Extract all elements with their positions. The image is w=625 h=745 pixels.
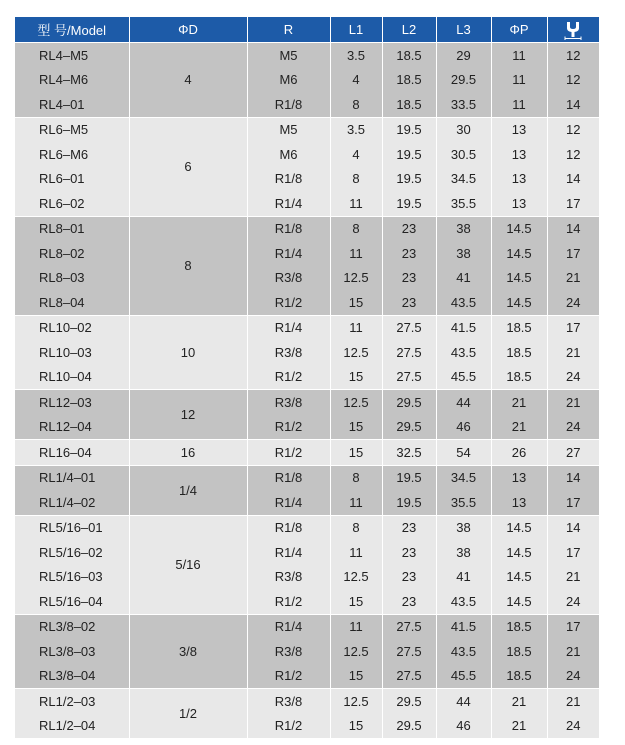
p-cell: 14.5 xyxy=(491,515,547,540)
l1-cell: 3.5 xyxy=(330,43,382,68)
wrench-size-cell: 12 xyxy=(547,142,599,167)
l1-cell: 15 xyxy=(330,290,382,315)
l1-cell: 11 xyxy=(330,191,382,216)
spec-table xyxy=(15,17,599,738)
l2-cell: 19.5 xyxy=(382,117,436,142)
p-cell: 13 xyxy=(491,191,547,216)
l2-cell: 23 xyxy=(382,565,436,590)
model-cell: RL6–02 xyxy=(15,191,129,216)
l1-cell: 15 xyxy=(330,440,382,466)
model-cell: RL5/16–01 xyxy=(15,515,129,540)
l1-cell: 15 xyxy=(330,714,382,739)
thread-cell: R1/2 xyxy=(247,589,330,614)
l1-cell: 8 xyxy=(330,515,382,540)
model-cell: RL16–04 xyxy=(15,440,129,466)
table-row xyxy=(15,241,599,266)
diameter-cell: 3/8 xyxy=(129,614,247,689)
l3-cell: 29.5 xyxy=(436,68,491,93)
p-cell: 14.5 xyxy=(491,290,547,315)
l2-cell: 19.5 xyxy=(382,465,436,490)
thread-cell: R3/8 xyxy=(247,390,330,415)
p-cell: 18.5 xyxy=(491,664,547,689)
l3-cell: 35.5 xyxy=(436,490,491,515)
l2-cell: 19.5 xyxy=(382,490,436,515)
model-cell: RL4–M6 xyxy=(15,68,129,93)
header-row xyxy=(15,17,599,43)
table-row xyxy=(15,365,599,390)
l3-cell: 33.5 xyxy=(436,92,491,117)
l1-cell: 15 xyxy=(330,415,382,440)
l2-cell: 19.5 xyxy=(382,191,436,216)
l3-cell: 41 xyxy=(436,565,491,590)
wrench-size-cell: 14 xyxy=(547,515,599,540)
thread-cell: R1/2 xyxy=(247,290,330,315)
l1-cell: 11 xyxy=(330,614,382,639)
wrench-size-cell: 17 xyxy=(547,490,599,515)
l2-cell: 18.5 xyxy=(382,43,436,68)
p-cell: 14.5 xyxy=(491,565,547,590)
l3-cell: 46 xyxy=(436,714,491,739)
l3-cell: 30 xyxy=(436,117,491,142)
table-row xyxy=(15,43,599,68)
diameter-cell: 5/16 xyxy=(129,515,247,614)
table-row xyxy=(15,191,599,216)
model-cell: RL5/16–02 xyxy=(15,540,129,565)
l2-cell: 29.5 xyxy=(382,415,436,440)
model-cell: RL10–04 xyxy=(15,365,129,390)
p-cell: 18.5 xyxy=(491,639,547,664)
wrench-size-cell: 24 xyxy=(547,589,599,614)
l3-cell: 38 xyxy=(436,241,491,266)
p-cell: 14.5 xyxy=(491,266,547,291)
l3-cell: 41 xyxy=(436,266,491,291)
l3-cell: 43.5 xyxy=(436,340,491,365)
wrench-size-cell: 24 xyxy=(547,415,599,440)
p-cell: 11 xyxy=(491,68,547,93)
thread-cell: R1/2 xyxy=(247,365,330,390)
wrench-size-cell: 12 xyxy=(547,117,599,142)
table-row xyxy=(15,565,599,590)
table-row xyxy=(15,315,599,340)
thread-cell: R1/8 xyxy=(247,167,330,192)
thread-cell: R1/8 xyxy=(247,216,330,241)
wrench-size-cell: 17 xyxy=(547,241,599,266)
thread-cell: R1/4 xyxy=(247,614,330,639)
l2-cell: 29.5 xyxy=(382,714,436,739)
table-row xyxy=(15,415,599,440)
l3-cell: 38 xyxy=(436,216,491,241)
wrench-size-cell: 24 xyxy=(547,714,599,739)
l2-cell: 23 xyxy=(382,216,436,241)
l1-cell: 12.5 xyxy=(330,390,382,415)
p-cell: 21 xyxy=(491,714,547,739)
model-cell: RL3/8–02 xyxy=(15,614,129,639)
l1-cell: 12.5 xyxy=(330,565,382,590)
wrench-size-cell: 24 xyxy=(547,664,599,689)
table-row xyxy=(15,589,599,614)
diameter-cell: 10 xyxy=(129,315,247,390)
model-cell: RL6–M5 xyxy=(15,117,129,142)
table-row xyxy=(15,440,599,466)
wrench-size-cell: 21 xyxy=(547,266,599,291)
wrench-size-cell: 21 xyxy=(547,565,599,590)
model-cell: RL12–04 xyxy=(15,415,129,440)
thread-cell: R1/2 xyxy=(247,415,330,440)
table-row xyxy=(15,68,599,93)
p-cell: 14.5 xyxy=(491,216,547,241)
wrench-size-cell: 14 xyxy=(547,167,599,192)
thread-cell: M5 xyxy=(247,117,330,142)
table-row xyxy=(15,490,599,515)
model-cell: RL8–02 xyxy=(15,241,129,266)
table-row xyxy=(15,117,599,142)
l2-cell: 23 xyxy=(382,540,436,565)
l1-cell: 11 xyxy=(330,241,382,266)
l3-cell: 34.5 xyxy=(436,167,491,192)
l3-cell: 45.5 xyxy=(436,664,491,689)
thread-cell: R3/8 xyxy=(247,689,330,714)
l2-cell: 23 xyxy=(382,290,436,315)
thread-cell: R3/8 xyxy=(247,340,330,365)
table-row xyxy=(15,216,599,241)
thread-cell: R1/2 xyxy=(247,664,330,689)
thread-cell: R3/8 xyxy=(247,565,330,590)
model-cell: RL6–01 xyxy=(15,167,129,192)
l1-cell: 8 xyxy=(330,216,382,241)
l1-cell: 8 xyxy=(330,167,382,192)
l1-cell: 12.5 xyxy=(330,340,382,365)
table-row xyxy=(15,142,599,167)
header-l1: L1 xyxy=(330,17,382,43)
p-cell: 21 xyxy=(491,390,547,415)
wrench-size-cell: 17 xyxy=(547,540,599,565)
p-cell: 18.5 xyxy=(491,365,547,390)
table-row xyxy=(15,340,599,365)
l1-cell: 8 xyxy=(330,92,382,117)
table-row xyxy=(15,515,599,540)
l1-cell: 8 xyxy=(330,465,382,490)
table-row xyxy=(15,465,599,490)
l2-cell: 32.5 xyxy=(382,440,436,466)
model-cell: RL1/4–02 xyxy=(15,490,129,515)
p-cell: 14.5 xyxy=(491,589,547,614)
diameter-cell: 6 xyxy=(129,117,247,216)
diameter-cell: 1/2 xyxy=(129,689,247,739)
p-cell: 21 xyxy=(491,415,547,440)
l2-cell: 23 xyxy=(382,266,436,291)
l3-cell: 45.5 xyxy=(436,365,491,390)
l1-cell: 4 xyxy=(330,68,382,93)
p-cell: 13 xyxy=(491,142,547,167)
diameter-cell: 1/4 xyxy=(129,465,247,515)
model-cell: RL10–03 xyxy=(15,340,129,365)
model-cell: RL4–01 xyxy=(15,92,129,117)
p-cell: 18.5 xyxy=(491,614,547,639)
p-cell: 14.5 xyxy=(491,241,547,266)
header-l2: L2 xyxy=(382,17,436,43)
model-cell: RL12–03 xyxy=(15,390,129,415)
l3-cell: 38 xyxy=(436,515,491,540)
l1-cell: 11 xyxy=(330,315,382,340)
model-cell: RL1/2–04 xyxy=(15,714,129,739)
l1-cell: 12.5 xyxy=(330,689,382,714)
header-p: ΦP xyxy=(491,17,547,43)
p-cell: 21 xyxy=(491,689,547,714)
model-cell: RL3/8–04 xyxy=(15,664,129,689)
l2-cell: 18.5 xyxy=(382,92,436,117)
wrench-size-cell: 17 xyxy=(547,191,599,216)
thread-cell: M6 xyxy=(247,68,330,93)
l2-cell: 27.5 xyxy=(382,664,436,689)
table-row xyxy=(15,689,599,714)
p-cell: 11 xyxy=(491,92,547,117)
model-cell: RL5/16–04 xyxy=(15,589,129,614)
p-cell: 13 xyxy=(491,465,547,490)
table-row xyxy=(15,266,599,291)
l2-cell: 19.5 xyxy=(382,142,436,167)
model-cell: RL1/2–03 xyxy=(15,689,129,714)
thread-cell: R1/4 xyxy=(247,241,330,266)
l1-cell: 3.5 xyxy=(330,117,382,142)
table-row xyxy=(15,167,599,192)
l3-cell: 43.5 xyxy=(436,639,491,664)
table-row xyxy=(15,290,599,315)
l2-cell: 19.5 xyxy=(382,167,436,192)
l3-cell: 41.5 xyxy=(436,315,491,340)
model-cell: RL4–M5 xyxy=(15,43,129,68)
wrench-size-cell: 14 xyxy=(547,465,599,490)
l2-cell: 27.5 xyxy=(382,639,436,664)
thread-cell: M6 xyxy=(247,142,330,167)
thread-cell: R1/2 xyxy=(247,440,330,466)
wrench-size-cell: 21 xyxy=(547,639,599,664)
model-cell: RL8–01 xyxy=(15,216,129,241)
model-cell: RL1/4–01 xyxy=(15,465,129,490)
p-cell: 13 xyxy=(491,167,547,192)
model-cell: RL3/8–03 xyxy=(15,639,129,664)
header-l3: L3 xyxy=(436,17,491,43)
p-cell: 11 xyxy=(491,43,547,68)
l3-cell: 44 xyxy=(436,689,491,714)
l2-cell: 27.5 xyxy=(382,365,436,390)
p-cell: 18.5 xyxy=(491,315,547,340)
wrench-size-cell: 27 xyxy=(547,440,599,466)
table-row xyxy=(15,390,599,415)
l1-cell: 11 xyxy=(330,490,382,515)
table-row xyxy=(15,639,599,664)
thread-cell: R1/4 xyxy=(247,490,330,515)
p-cell: 13 xyxy=(491,117,547,142)
thread-cell: R1/8 xyxy=(247,92,330,117)
wrench-size-cell: 21 xyxy=(547,390,599,415)
diameter-cell: 4 xyxy=(129,43,247,118)
table-row xyxy=(15,92,599,117)
l1-cell: 4 xyxy=(330,142,382,167)
diameter-cell: 12 xyxy=(129,390,247,440)
table-row xyxy=(15,714,599,739)
thread-cell: M5 xyxy=(247,43,330,68)
header-model: 型 号/Model xyxy=(15,17,129,43)
table-row xyxy=(15,614,599,639)
thread-cell: R1/8 xyxy=(247,515,330,540)
l2-cell: 23 xyxy=(382,589,436,614)
thread-cell: R1/4 xyxy=(247,540,330,565)
p-cell: 14.5 xyxy=(491,540,547,565)
l3-cell: 43.5 xyxy=(436,589,491,614)
thread-cell: R1/2 xyxy=(247,714,330,739)
model-cell: RL5/16–03 xyxy=(15,565,129,590)
l3-cell: 38 xyxy=(436,540,491,565)
thread-cell: R3/8 xyxy=(247,639,330,664)
wrench-icon xyxy=(562,20,584,40)
model-cell: RL10–02 xyxy=(15,315,129,340)
wrench-size-cell: 24 xyxy=(547,290,599,315)
l3-cell: 46 xyxy=(436,415,491,440)
wrench-size-cell: 21 xyxy=(547,340,599,365)
thread-cell: R1/8 xyxy=(247,465,330,490)
model-cell: RL8–03 xyxy=(15,266,129,291)
l1-cell: 12.5 xyxy=(330,639,382,664)
header-diameter: ΦD xyxy=(129,17,247,43)
l2-cell: 27.5 xyxy=(382,614,436,639)
wrench-size-cell: 12 xyxy=(547,43,599,68)
l3-cell: 41.5 xyxy=(436,614,491,639)
l1-cell: 12.5 xyxy=(330,266,382,291)
thread-cell: R1/4 xyxy=(247,315,330,340)
wrench-size-cell: 14 xyxy=(547,216,599,241)
wrench-size-cell: 21 xyxy=(547,689,599,714)
p-cell: 18.5 xyxy=(491,340,547,365)
l1-cell: 11 xyxy=(330,540,382,565)
l1-cell: 15 xyxy=(330,365,382,390)
wrench-size-cell: 24 xyxy=(547,365,599,390)
l3-cell: 54 xyxy=(436,440,491,466)
p-cell: 13 xyxy=(491,490,547,515)
thread-cell: R1/4 xyxy=(247,191,330,216)
wrench-size-cell: 14 xyxy=(547,92,599,117)
l1-cell: 15 xyxy=(330,664,382,689)
l3-cell: 34.5 xyxy=(436,465,491,490)
l2-cell: 27.5 xyxy=(382,340,436,365)
l3-cell: 29 xyxy=(436,43,491,68)
wrench-size-cell: 17 xyxy=(547,315,599,340)
l3-cell: 44 xyxy=(436,390,491,415)
l2-cell: 29.5 xyxy=(382,390,436,415)
diameter-cell: 16 xyxy=(129,440,247,466)
thread-cell: R3/8 xyxy=(247,266,330,291)
l3-cell: 43.5 xyxy=(436,290,491,315)
l2-cell: 23 xyxy=(382,241,436,266)
l1-cell: 15 xyxy=(330,589,382,614)
model-cell: RL6–M6 xyxy=(15,142,129,167)
header-thread: R xyxy=(247,17,330,43)
wrench-size-cell: 17 xyxy=(547,614,599,639)
header-wrench xyxy=(547,17,599,43)
table-row xyxy=(15,540,599,565)
diameter-cell: 8 xyxy=(129,216,247,315)
model-cell: RL8–04 xyxy=(15,290,129,315)
l2-cell: 27.5 xyxy=(382,315,436,340)
table-row xyxy=(15,664,599,689)
l3-cell: 30.5 xyxy=(436,142,491,167)
l3-cell: 35.5 xyxy=(436,191,491,216)
wrench-size-cell: 12 xyxy=(547,68,599,93)
p-cell: 26 xyxy=(491,440,547,466)
l2-cell: 23 xyxy=(382,515,436,540)
l2-cell: 29.5 xyxy=(382,689,436,714)
l2-cell: 18.5 xyxy=(382,68,436,93)
